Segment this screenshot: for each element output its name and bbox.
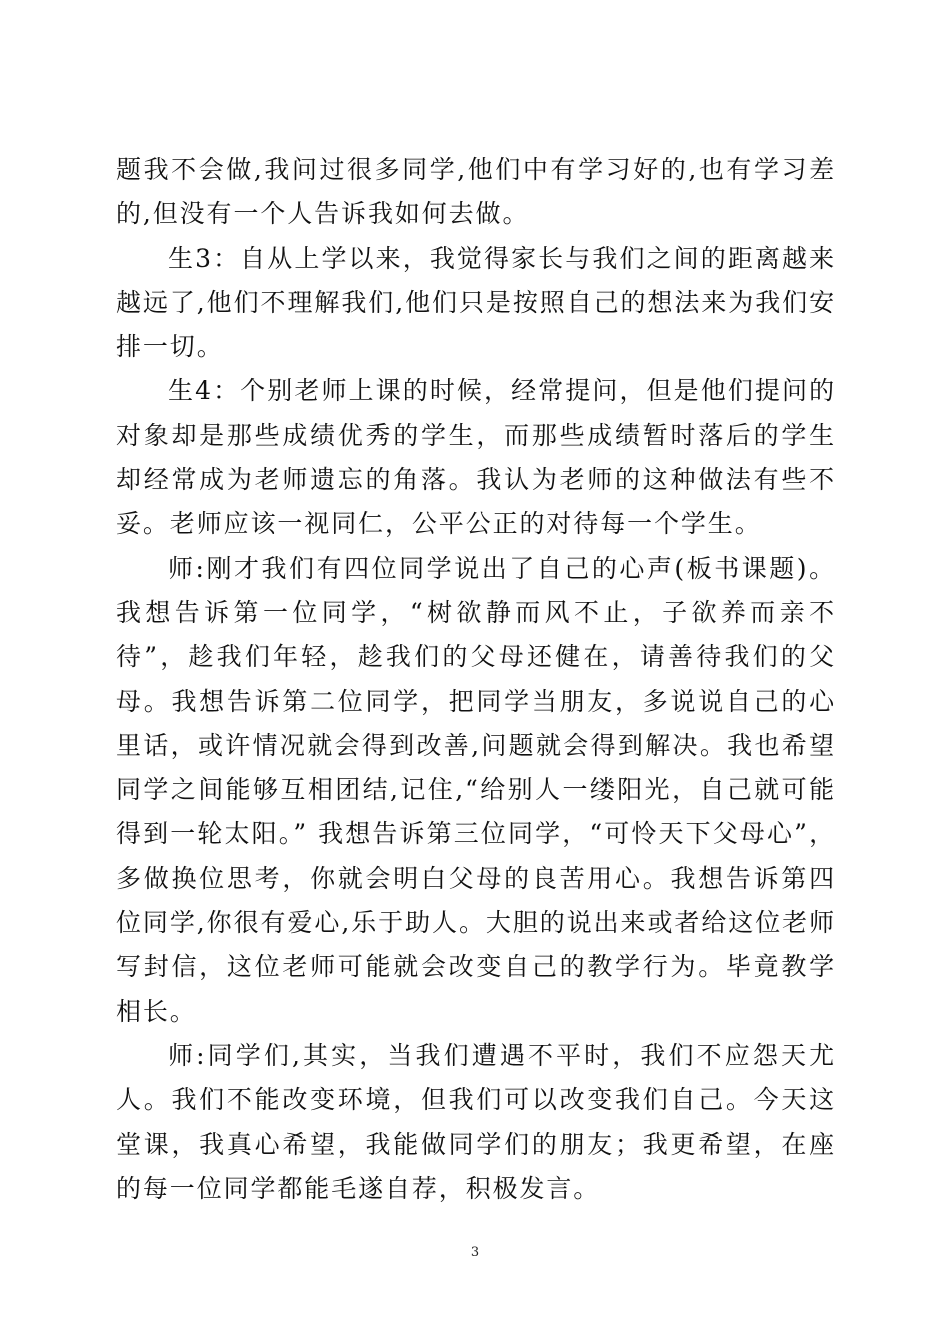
paragraph: 师:刚才我们有四位同学说出了自己的心声(板书课题)。我想告诉第一位同学，“树欲静而风不止，子欲养而亲不待”，趁我们年轻，趁我们的父母还健在，请善待我们的父母。我想告诉第二位同学，把同学当朋友，多说说自己的心里话，或许情况就会得到改善,问题就会得到解决。我也希望同学之间能够互相团结,记住,“给别人一缕阳光，自己就可能得到一轮太阳。” 我想告诉第三位同学，“可怜天下父母心”，多做换位思考，你就会明白父母的良苦用心。我想告诉第四位同学,你很有爱心,乐于助人。大胆的说出来或者给这位老师写封信，这位老师可能就会改变自己的教学行为。毕竟教学相长。	[116, 553, 836, 1026]
paragraph: 师:同学们,其实，当我们遭遇不平时，我们不应怨天尤人。我们不能改变环境，但我们可以改变我们自己。今天这堂课，我真心希望，我能做同学们的朋友；我更希望，在座的每一位同学都能毛遂自荐，积极发言。	[116, 1040, 836, 1203]
paragraph: 生3：自从上学以来，我觉得家长与我们之间的距离越来越远了,他们不理解我们,他们只是按照自己的想法来为我们安排一切。	[116, 243, 836, 362]
body-text	[116, 148, 836, 1211]
paragraph: 生4：个别老师上课的时候，经常提问，但是他们提问的对象却是那些成绩优秀的学生，而那些成绩暂时落后的学生却经常成为老师遗忘的角落。我认为老师的这种做法有些不妥。老师应该一视同仁，公平公正的对待每一个学生。	[116, 376, 836, 539]
paragraph: 题我不会做,我问过很多同学,他们中有学习好的,也有学习差的,但没有一个人告诉我如何去做。	[116, 155, 836, 229]
page-number: 3	[470, 1245, 480, 1260]
